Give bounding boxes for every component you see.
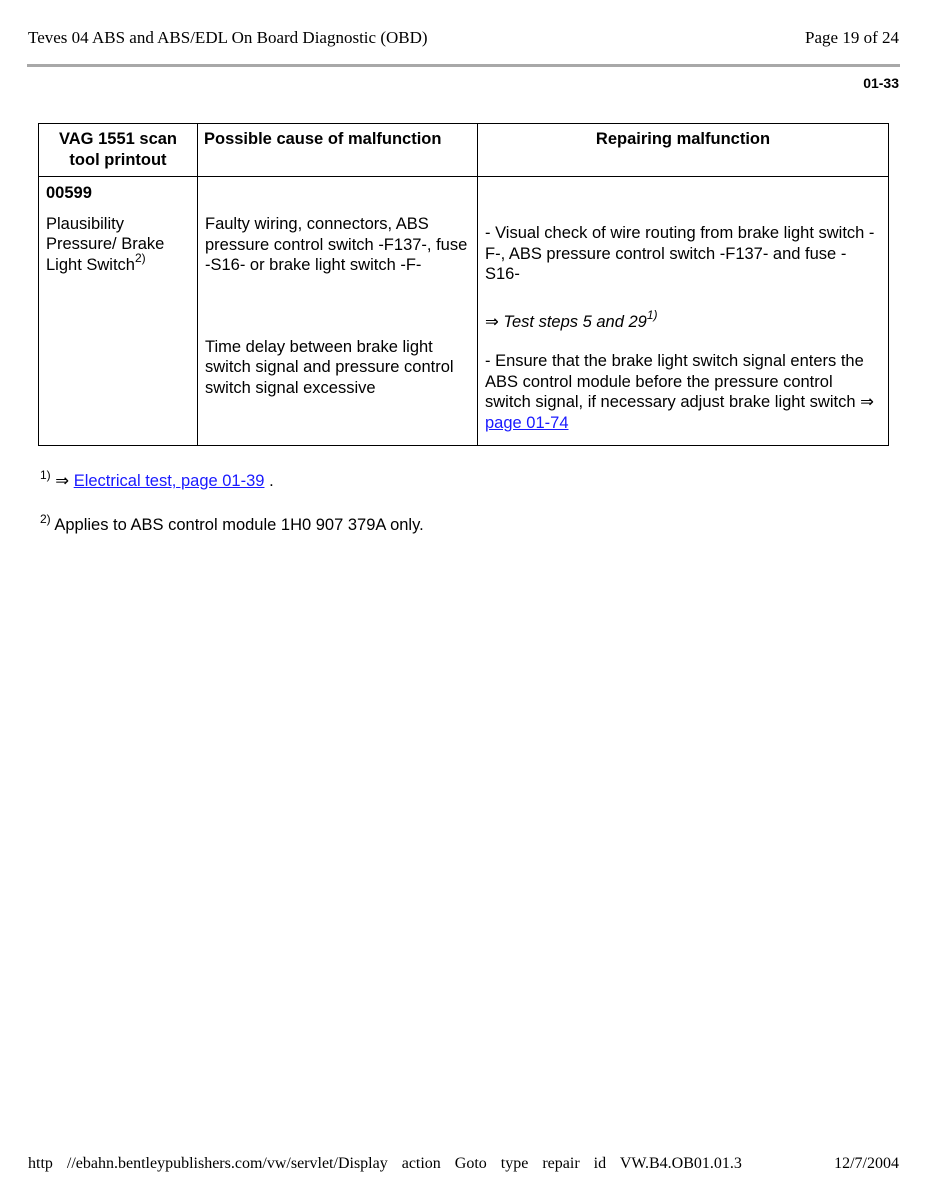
footnote-1-tail: . [269, 472, 274, 490]
cell-possible-cause [198, 177, 478, 446]
footnote-marker-2: 2) [40, 511, 51, 526]
arrow-icon: ⇒ [55, 472, 70, 490]
source-url: http //ebahn.bentleypublishers.com/vw/servlet/Display action Goto type repair id VW.B4.OB01.01.3 [28, 1155, 742, 1172]
header-repairing: Repairing malfunction [478, 124, 889, 177]
header-scan-tool-printout: VAG 1551 scan tool printout [39, 124, 198, 177]
cause-faulty-wiring: Faulty wiring, connectors, ABS pressure control switch -F137-, fuse -S16- or brake light switch -F- [205, 215, 468, 274]
electrical-test-link[interactable]: Electrical test, page 01-39 [73, 472, 265, 490]
test-steps-text: Test steps 5 and 29 [503, 312, 647, 331]
table-header-row [39, 124, 889, 177]
page-01-74-link[interactable]: page 01-74 [485, 413, 569, 432]
cell-scan-tool-printout [39, 177, 198, 446]
repair-ensure-text: - Ensure that the brake light switch signal enters the ABS control module before the pressure control switch signal, if necessary adjust brake light switch [485, 352, 864, 411]
arrow-icon: ⇒ [860, 393, 874, 411]
page-number: Page 19 of 24 [805, 28, 899, 47]
footnote-2 [40, 511, 424, 535]
fault-name-text: Plausibility Pressure/ Brake Light Switch [46, 214, 165, 274]
header-possible-cause: Possible cause of malfunction [198, 124, 478, 177]
cell-repairing [478, 177, 889, 446]
footnote-marker-1: 1) [40, 467, 51, 482]
section-code: 01-33 [863, 75, 899, 91]
repair-ensure-signal [485, 351, 881, 433]
document-title: Teves 04 ABS and ABS/EDL On Board Diagnostic (OBD) [28, 28, 428, 47]
print-date: 12/7/2004 [834, 1155, 899, 1172]
footnote-ref-1: 1) [646, 308, 658, 322]
footnote-1 [40, 467, 274, 491]
fault-name [46, 214, 190, 276]
footnote-ref-2: 2) [134, 251, 146, 265]
header-divider [27, 64, 900, 67]
table-row [39, 177, 889, 446]
cause-time-delay: Time delay between brake light switch signal and pressure control switch signal excessive [205, 337, 454, 397]
footnote-2-text: Applies to ABS control module 1H0 907 379A only. [54, 516, 424, 534]
repair-test-steps [485, 308, 881, 333]
diagnostic-table [38, 123, 889, 446]
fault-code: 00599 [46, 184, 92, 202]
arrow-icon: ⇒ [485, 312, 499, 331]
repair-visual-check: - Visual check of wire routing from brake light switch -F-, ABS pressure control switch -F137- and fuse -S16- [485, 224, 875, 283]
